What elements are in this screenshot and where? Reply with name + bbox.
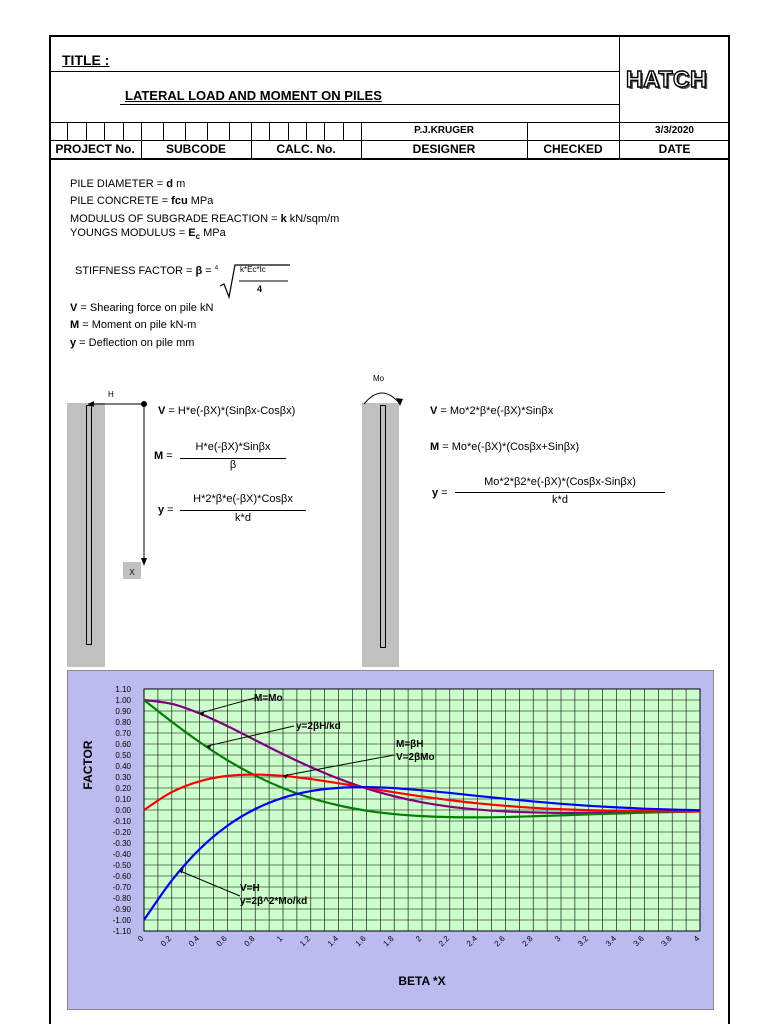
- def-moment: M = Moment on pile kN-m: [70, 319, 197, 331]
- x-tick-label: 3.2: [575, 934, 591, 949]
- code-box-divider: [163, 122, 164, 140]
- annotation-label: V=H: [240, 883, 260, 894]
- x-tick-label: 4: [691, 934, 702, 944]
- x-tick-label: 1.2: [297, 934, 313, 949]
- y-tick-label: -0.50: [112, 861, 131, 870]
- x-axis-label: BETA *X: [398, 974, 446, 988]
- factor-chart: [68, 671, 715, 1011]
- x-tick-label: 0: [135, 934, 146, 944]
- left-v-formula: V = H*e(-βX)*(Sinβx-Cosβx): [158, 405, 296, 417]
- x-tick-label: 1: [274, 934, 285, 944]
- right-y-numerator: Mo*2*β2*e(-βX)*(Cosβx-Sinβx): [484, 476, 636, 488]
- designer-label: DESIGNER: [412, 142, 476, 156]
- def-youngs: YOUNGS MODULUS = $E_c$ MPa: [70, 227, 226, 242]
- def-pile-diameter: PILE DIAMETER = d m: [70, 178, 186, 190]
- y-tick-label: -0.30: [112, 839, 131, 848]
- y-tick-label: 0.20: [115, 784, 131, 793]
- y-tick-label: -0.40: [112, 850, 131, 859]
- code-box-divider: [288, 122, 289, 140]
- left-y-denominator: k*d: [235, 512, 251, 524]
- annotation-label: M=βH: [396, 739, 424, 750]
- code-box-divider: [67, 122, 68, 140]
- x-tick-label: 1.4: [325, 934, 341, 949]
- y-tick-label: 0.70: [115, 729, 131, 738]
- x-tick-label: 2.8: [520, 934, 535, 949]
- y-tick-label: 0.00: [115, 806, 131, 815]
- y-tick-label: 1.00: [115, 696, 131, 705]
- moment-arrow: [360, 384, 404, 408]
- y-tick-label: -0.60: [112, 872, 131, 881]
- code-box-divider: [229, 122, 230, 140]
- right-y-denominator: k*d: [552, 494, 568, 506]
- x-tick-label: 2: [413, 934, 424, 944]
- stiffness-denominator: 4: [257, 284, 263, 294]
- y-tick-label: 0.80: [115, 718, 131, 727]
- left-y-numerator: H*2*β*e(-βX)*Cosβx: [193, 493, 293, 505]
- x-tick-label: 3.4: [603, 934, 619, 949]
- date-label: DATE: [658, 142, 691, 156]
- y-tick-label: -0.70: [112, 883, 131, 892]
- code-box-divider: [343, 122, 344, 140]
- y-tick-label: -0.80: [112, 894, 131, 903]
- left-m-numerator: H*e(-βX)*Sinβx: [195, 441, 271, 453]
- code-box-divider: [86, 122, 87, 140]
- subcode-label: SUBCODE: [165, 142, 226, 156]
- x-tick-label: 0.6: [214, 934, 229, 949]
- header-rule-1: [49, 71, 619, 72]
- def-stiffness: STIFFNESS FACTOR = β = $^4$: [75, 265, 219, 277]
- x-tick-label: 3.8: [659, 934, 674, 949]
- y-tick-label: -0.20: [112, 828, 131, 837]
- chart-area: [67, 670, 714, 1010]
- y-tick-label: -0.10: [112, 817, 131, 826]
- code-box-divider: [123, 122, 124, 140]
- x-tick-label: 3: [552, 934, 563, 944]
- pile-right: [380, 405, 386, 648]
- load-mo-label: Mo: [373, 374, 385, 383]
- title-label: TITLE :: [62, 52, 110, 68]
- date-value: 3/3/2020: [655, 125, 694, 136]
- annotation-label: M=Mo: [254, 693, 283, 704]
- left-load-diagram: [80, 388, 160, 568]
- y-tick-label: 0.10: [115, 795, 131, 804]
- right-y-formula: y =: [432, 487, 448, 499]
- header-rule-3: [49, 140, 730, 141]
- y-tick-label: -1.10: [112, 927, 131, 936]
- calc-no-label: CALC. No.: [276, 142, 336, 156]
- y-tick-label: 1.10: [115, 685, 131, 694]
- left-m-denominator: β: [229, 459, 237, 471]
- code-box-divider: [185, 122, 186, 140]
- y-tick-label: -0.90: [112, 905, 131, 914]
- left-y-formula: y =: [158, 504, 174, 516]
- code-box-divider: [207, 122, 208, 140]
- x-tick-label: 0.4: [186, 934, 202, 949]
- y-tick-label: 0.90: [115, 707, 131, 716]
- def-pile-concrete: PILE CONCRETE = fcu MPa: [70, 195, 214, 207]
- title-underline: [120, 104, 620, 105]
- code-box-divider: [306, 122, 307, 140]
- def-shear: V = Shearing force on pile kN: [70, 302, 214, 314]
- project-no-label: PROJECT No.: [55, 142, 135, 156]
- annotation-label: V=2βMo: [396, 752, 435, 763]
- hatch-logo: HATCH: [626, 66, 708, 92]
- right-y-fraction-line: [455, 492, 665, 493]
- x-label: X: [123, 562, 141, 579]
- annotation-label: y=2β^2*Mo/kd: [240, 896, 308, 907]
- x-tick-label: 2.4: [464, 934, 480, 949]
- y-tick-label: 0.40: [115, 762, 131, 771]
- x-tick-label: 1.8: [381, 934, 396, 949]
- x-tick-label: 0.8: [242, 934, 257, 949]
- code-box-divider: [104, 122, 105, 140]
- y-tick-label: 0.50: [115, 751, 131, 760]
- x-tick-label: 2.2: [436, 934, 452, 949]
- right-v-formula: V = Mo*2*β*e(-βX)*Sinβx: [430, 405, 554, 417]
- x-tick-label: 0.2: [158, 934, 174, 949]
- checked-label: CHECKED: [543, 142, 603, 156]
- page-title: LATERAL LOAD AND MOMENT ON PILES: [125, 88, 382, 103]
- y-tick-label: -1.00: [112, 916, 131, 925]
- def-deflection: y = Deflection on pile mm: [70, 337, 195, 349]
- y-tick-label: 0.30: [115, 773, 131, 782]
- header-rule-4: [49, 158, 730, 160]
- x-tick-label: 2.6: [492, 934, 507, 949]
- left-m-formula: M =: [154, 450, 173, 462]
- designer-name: P.J.KRUGER: [414, 125, 474, 136]
- annotation-label: y=2βH/kd: [296, 721, 341, 732]
- code-box-divider: [324, 122, 325, 140]
- y-axis-label: FACTOR: [81, 740, 95, 790]
- code-box-divider: [269, 122, 270, 140]
- x-tick-label: 1.6: [353, 934, 368, 949]
- y-tick-label: 0.60: [115, 740, 131, 749]
- left-y-fraction-line: [180, 510, 306, 511]
- header-rule-2: [49, 122, 730, 123]
- x-tick-label: 3.6: [631, 934, 646, 949]
- stiffness-numerator: k*Ec*Ic: [240, 265, 266, 274]
- right-m-formula: M = Mo*e(-βX)*(Cosβx+Sinβx): [430, 441, 580, 453]
- load-h-label: H: [108, 390, 114, 399]
- def-subgrade: MODULUS OF SUBGRADE REACTION = k kN/sqm/m: [70, 213, 340, 225]
